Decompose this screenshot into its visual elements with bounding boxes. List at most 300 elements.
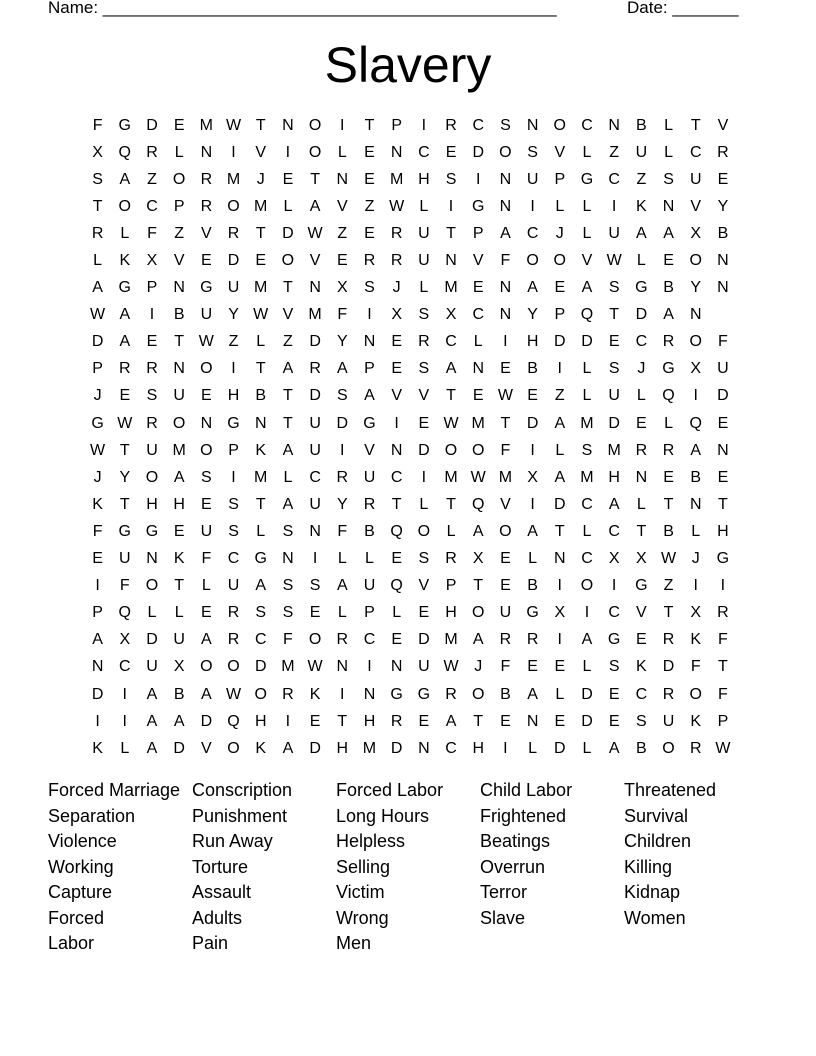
grid-letter: A	[472, 631, 484, 649]
grid-letter: T	[663, 604, 674, 622]
grid-letter: R	[200, 197, 213, 215]
grid-letter: R	[91, 224, 104, 242]
grid-letter: S	[418, 360, 430, 378]
word-list-item: Run Away	[192, 831, 273, 851]
grid-letter: O	[227, 658, 240, 676]
grid-letter: A	[554, 414, 566, 432]
grid-letter: K	[255, 441, 267, 459]
grid-letter: V	[364, 441, 375, 459]
grid-letter: B	[663, 522, 674, 540]
word-list-item: Victim	[336, 882, 385, 902]
grid-letter: P	[445, 577, 457, 595]
grid-letter: K	[309, 685, 321, 703]
grid-letter: W	[253, 306, 269, 324]
grid-letter: C	[581, 495, 593, 513]
grid-letter: N	[526, 116, 539, 134]
word-list-item: Slave	[480, 907, 526, 928]
grid-letter: O	[526, 252, 539, 270]
grid-letter: A	[92, 279, 103, 297]
grid-letter: X	[527, 468, 538, 486]
grid-letter: B	[255, 387, 267, 405]
grid-letter: S	[146, 387, 158, 405]
grid-letter: F	[337, 522, 348, 540]
grid-letter: V	[391, 387, 402, 405]
grid-letter: G	[363, 414, 376, 432]
word-list-item: Wrong	[336, 907, 389, 928]
grid-letter: A	[282, 495, 294, 513]
grid-letter: I	[122, 712, 127, 730]
grid-letter: I	[503, 333, 508, 351]
grid-letter: N	[309, 522, 321, 540]
grid-letter: D	[336, 414, 349, 432]
grid-letter: B	[173, 306, 185, 324]
grid-letter: T	[92, 197, 103, 215]
grid-letter: D	[146, 116, 158, 134]
grid-letter: C	[445, 333, 457, 351]
grid-letter: E	[717, 414, 729, 432]
grid-letter: S	[282, 604, 294, 622]
grid-letter: D	[91, 685, 104, 703]
grid-letter: L	[664, 116, 673, 134]
grid-letter: T	[718, 658, 728, 676]
grid-letter: B	[500, 685, 511, 703]
grid-letter: I	[95, 712, 100, 730]
grid-letter: I	[557, 360, 562, 378]
grid-letter: Z	[174, 224, 185, 242]
grid-letter: A	[527, 685, 538, 703]
grid-letter: G	[227, 414, 240, 432]
grid-letter: R	[146, 414, 158, 432]
grid-letter: K	[92, 495, 103, 513]
grid-letter: D	[309, 333, 321, 351]
grid-letter: V	[309, 252, 321, 270]
grid-letter: H	[445, 604, 457, 622]
grid-letter: W	[606, 252, 622, 270]
grid-letter: O	[417, 522, 431, 540]
grid-letter: R	[282, 685, 294, 703]
grid-letter: C	[581, 116, 593, 134]
grid-letter: Z	[228, 333, 239, 351]
grid-letter: I	[693, 577, 698, 595]
grid-letter: A	[201, 685, 212, 703]
grid-letter: T	[391, 495, 402, 513]
grid-letter: V	[336, 197, 348, 215]
grid-letter: M	[580, 468, 594, 486]
grid-letter: E	[500, 360, 511, 378]
grid-letter: L	[446, 522, 456, 540]
grid-letter: V	[581, 252, 593, 270]
grid-letter: X	[608, 550, 620, 568]
grid-letter: C	[608, 604, 620, 622]
grid-letter: D	[472, 143, 484, 161]
grid-letter: C	[119, 658, 131, 676]
grid-letter: F	[500, 252, 511, 270]
grid-letter: K	[690, 631, 702, 649]
grid-letter: N	[91, 658, 104, 676]
grid-letter: A	[255, 577, 267, 595]
grid-letter: U	[200, 306, 213, 324]
grid-letter: E	[418, 604, 430, 622]
grid-letter: Z	[364, 197, 375, 215]
grid-letter: B	[364, 522, 375, 540]
grid-letter: I	[285, 143, 291, 161]
grid-letter: L	[582, 522, 592, 540]
grid-letter: M	[172, 441, 186, 459]
grid-letter: C	[472, 306, 484, 324]
grid-letter: L	[691, 522, 701, 540]
grid-letter: D	[254, 658, 267, 676]
grid-letter: I	[530, 495, 535, 513]
grid-letter: T	[609, 306, 620, 324]
grid-letter: U	[309, 414, 321, 432]
grid-letter: E	[282, 170, 294, 188]
grid-letter: L	[93, 252, 103, 270]
grid-letter: N	[445, 252, 457, 270]
grid-letter: R	[390, 224, 403, 242]
grid-letter: P	[146, 279, 158, 297]
grid-letter: O	[689, 252, 702, 270]
grid-letter: T	[500, 414, 511, 432]
grid-letter: F	[718, 685, 728, 703]
grid-letter: R	[717, 143, 729, 161]
grid-letter: A	[119, 333, 131, 351]
grid-letter: T	[636, 522, 647, 540]
grid-letter: L	[174, 143, 184, 161]
grid-letter: Z	[636, 170, 647, 188]
grid-letter: R	[635, 441, 648, 459]
grid-letter: K	[690, 712, 702, 730]
grid-letter: R	[717, 604, 729, 622]
grid-letter: R	[363, 495, 376, 513]
grid-letter: R	[390, 712, 403, 730]
grid-letter: S	[608, 360, 620, 378]
grid-letter: F	[92, 116, 103, 134]
grid-letter: E	[472, 279, 484, 297]
grid-letter: O	[145, 577, 159, 595]
grid-letter: X	[690, 360, 702, 378]
grid-letter: A	[282, 360, 294, 378]
grid-letter: O	[172, 414, 186, 432]
grid-letter: U	[227, 577, 240, 595]
grid-letter: E	[636, 631, 647, 649]
header	[48, 0, 748, 19]
grid-letter: C	[390, 468, 403, 486]
grid-letter: G	[635, 577, 648, 595]
grid-letter: E	[173, 522, 185, 540]
grid-letter: S	[663, 170, 674, 188]
grid-letter: H	[173, 495, 185, 513]
grid-letter: O	[580, 577, 594, 595]
grid-letter: D	[418, 631, 430, 649]
grid-letter: O	[553, 252, 566, 270]
grid-letter: F	[283, 631, 293, 649]
grid-letter: U	[146, 658, 158, 676]
grid-letter: Q	[471, 495, 485, 513]
grid-letter: F	[337, 306, 348, 324]
grid-letter: I	[421, 468, 427, 486]
name-field-label: Name: ________________________________________________	[48, 0, 557, 17]
grid-letter: D	[581, 712, 593, 730]
grid-letter: F	[92, 522, 103, 540]
letter-grid	[84, 112, 737, 762]
grid-letter: N	[689, 306, 702, 324]
grid-letter: S	[201, 468, 212, 486]
word-list-item: Capture	[48, 882, 113, 902]
grid-letter: J	[392, 279, 401, 297]
grid-letter: V	[418, 387, 430, 405]
grid-letter: L	[473, 333, 483, 351]
grid-letter: N	[282, 550, 294, 568]
grid-letter: U	[418, 252, 430, 270]
grid-letter: N	[146, 550, 158, 568]
grid-letter: E	[717, 170, 729, 188]
grid-letter: C	[581, 550, 593, 568]
grid-letter: N	[554, 550, 566, 568]
grid-letter: V	[717, 116, 729, 134]
grid-letter: C	[445, 739, 457, 757]
grid-letter: X	[336, 279, 348, 297]
grid-letter: O	[254, 685, 267, 703]
grid-letter: B	[527, 360, 538, 378]
grid-letter: E	[445, 143, 457, 161]
grid-letter: N	[336, 658, 349, 676]
grid-letter: M	[199, 116, 213, 134]
grid-letter: C	[689, 143, 702, 161]
grid-letter: X	[690, 224, 702, 242]
word-list-item: Torture	[192, 856, 249, 877]
word-list-item: Women	[624, 907, 686, 928]
grid-letter: L	[120, 739, 130, 757]
grid-letter: J	[637, 360, 646, 378]
grid-letter: F	[147, 224, 157, 242]
word-list-item: Threatened	[624, 780, 717, 800]
grid-letter: S	[445, 170, 457, 188]
grid-letter: Y	[690, 279, 702, 297]
grid-letter: I	[720, 577, 726, 595]
grid-letter: D	[146, 631, 158, 649]
grid-letter: F	[718, 631, 728, 649]
grid-letter: T	[283, 414, 293, 432]
grid-letter: A	[336, 360, 348, 378]
grid-letter: D	[554, 739, 566, 757]
grid-letter: L	[256, 522, 266, 540]
grid-letter: B	[663, 279, 674, 297]
grid-letter: U	[608, 387, 620, 405]
grid-letter: U	[363, 468, 376, 486]
grid-letter: D	[608, 414, 620, 432]
grid-letter: U	[200, 522, 213, 540]
grid-letter: N	[390, 658, 403, 676]
grid-letter: A	[364, 387, 375, 405]
grid-letter: I	[367, 306, 372, 324]
grid-letter: O	[471, 441, 485, 459]
grid-letter: C	[608, 170, 620, 188]
grid-letter: E	[663, 468, 674, 486]
grid-letter: L	[283, 197, 293, 215]
grid-letter: C	[418, 143, 430, 161]
grid-letter: N	[282, 116, 294, 134]
grid-letter: G	[662, 360, 675, 378]
grid-letter: I	[693, 387, 698, 405]
grid-letter: E	[119, 387, 131, 405]
grid-letter: S	[282, 522, 294, 540]
grid-letter: S	[418, 306, 430, 324]
grid-letter: U	[309, 495, 321, 513]
grid-letter: L	[555, 441, 565, 459]
word-list	[48, 778, 768, 957]
grid-letter: P	[364, 604, 375, 622]
grid-letter: I	[557, 577, 562, 595]
grid-letter: I	[95, 577, 100, 595]
grid-letter: Q	[689, 414, 702, 432]
grid-letter: J	[555, 224, 564, 242]
grid-letter: W	[307, 658, 323, 676]
grid-letter: H	[717, 522, 729, 540]
grid-letter: V	[418, 577, 430, 595]
grid-letter: R	[227, 224, 240, 242]
grid-letter: D	[717, 387, 729, 405]
grid-letter: G	[118, 116, 131, 134]
grid-letter: O	[200, 360, 213, 378]
grid-letter: E	[554, 712, 566, 730]
grid-letter: G	[118, 522, 131, 540]
grid-letter: T	[255, 495, 266, 513]
grid-letter: N	[526, 712, 539, 730]
grid-letter: H	[227, 387, 240, 405]
grid-letter: K	[636, 197, 647, 215]
grid-letter: U	[309, 441, 321, 459]
grid-letter: A	[527, 522, 538, 540]
grid-letter: D	[554, 495, 566, 513]
grid-letter: O	[662, 739, 675, 757]
grid-letter: C	[526, 224, 539, 242]
grid-letter: D	[91, 333, 104, 351]
word-list-item: Forced	[48, 907, 105, 928]
grid-letter: L	[147, 604, 157, 622]
grid-letter: T	[255, 116, 266, 134]
grid-letter: E	[554, 658, 566, 676]
grid-letter: R	[445, 550, 457, 568]
grid-letter: G	[390, 685, 403, 703]
grid-letter: E	[717, 468, 729, 486]
grid-letter: M	[607, 441, 621, 459]
word-list-item: Assault	[192, 882, 252, 902]
grid-letter: Z	[283, 333, 293, 351]
grid-letter: R	[119, 360, 131, 378]
grid-letter: L	[365, 550, 374, 568]
grid-letter: L	[636, 495, 646, 513]
grid-letter: X	[690, 604, 702, 622]
grid-letter: W	[225, 685, 242, 703]
grid-letter: A	[445, 712, 457, 730]
grid-letter: A	[173, 712, 185, 730]
grid-letter: J	[93, 387, 102, 405]
grid-letter: T	[446, 224, 456, 242]
grid-letter: S	[228, 495, 239, 513]
grid-letter: E	[663, 252, 674, 270]
grid-letter: Q	[580, 306, 594, 324]
grid-letter: E	[608, 712, 620, 730]
grid-letter: W	[307, 224, 323, 242]
grid-letter: M	[254, 468, 268, 486]
grid-letter: E	[201, 495, 212, 513]
grid-letter: H	[418, 170, 430, 188]
grid-letter: E	[500, 550, 511, 568]
grid-letter: G	[417, 685, 431, 703]
grid-letter: N	[717, 279, 729, 297]
grid-letter: U	[608, 224, 620, 242]
grid-letter: R	[418, 333, 430, 351]
grid-letter: B	[717, 224, 729, 242]
grid-letter: A	[146, 712, 158, 730]
grid-letter: X	[173, 658, 185, 676]
grid-letter: O	[689, 333, 702, 351]
grid-letter: T	[554, 522, 565, 540]
grid-letter: N	[309, 279, 321, 297]
grid-letter: I	[611, 197, 617, 215]
word-list-item: Survival	[624, 805, 689, 826]
grid-letter: P	[92, 360, 103, 378]
grid-letter: R	[200, 170, 213, 188]
grid-letter: Y	[119, 468, 131, 486]
grid-letter: L	[636, 387, 646, 405]
grid-letter: A	[336, 577, 348, 595]
grid-letter: C	[309, 468, 321, 486]
grid-letter: X	[92, 143, 103, 161]
grid-letter: F	[201, 550, 212, 568]
grid-letter: N	[363, 685, 376, 703]
grid-letter: D	[581, 685, 593, 703]
grid-letter: D	[526, 414, 539, 432]
grid-letter: B	[636, 739, 647, 757]
grid-letter: I	[231, 468, 236, 486]
grid-letter: E	[527, 658, 538, 676]
word-list-item: Helpless	[336, 831, 406, 851]
grid-letter: U	[689, 170, 702, 188]
grid-letter: E	[201, 252, 212, 270]
grid-letter: I	[231, 143, 236, 161]
grid-letter: M	[471, 414, 485, 432]
grid-letter: U	[227, 279, 240, 297]
grid-letter: Q	[227, 712, 240, 730]
grid-letter: D	[662, 658, 675, 676]
grid-letter: X	[445, 306, 457, 324]
grid-letter: T	[663, 495, 674, 513]
grid-letter: P	[554, 306, 566, 324]
grid-letter: P	[472, 224, 484, 242]
grid-letter: C	[227, 550, 240, 568]
grid-letter: V	[636, 604, 647, 622]
grid-letter: M	[444, 279, 458, 297]
grid-letter: L	[337, 604, 347, 622]
grid-letter: E	[472, 387, 484, 405]
grid-letter: N	[390, 441, 403, 459]
word-list-item: Beatings	[480, 831, 551, 851]
grid-letter: H	[254, 712, 267, 730]
grid-letter: O	[444, 441, 458, 459]
grid-letter: L	[419, 279, 429, 297]
grid-letter: N	[472, 360, 484, 378]
grid-letter: L	[337, 143, 347, 161]
grid-letter: A	[663, 224, 674, 242]
grid-letter: X	[391, 306, 402, 324]
grid-letter: R	[445, 116, 457, 134]
grid-letter: D	[200, 712, 213, 730]
grid-letter: N	[173, 360, 185, 378]
grid-letter: O	[227, 739, 240, 757]
grid-letter: P	[364, 360, 375, 378]
grid-letter: C	[254, 631, 267, 649]
